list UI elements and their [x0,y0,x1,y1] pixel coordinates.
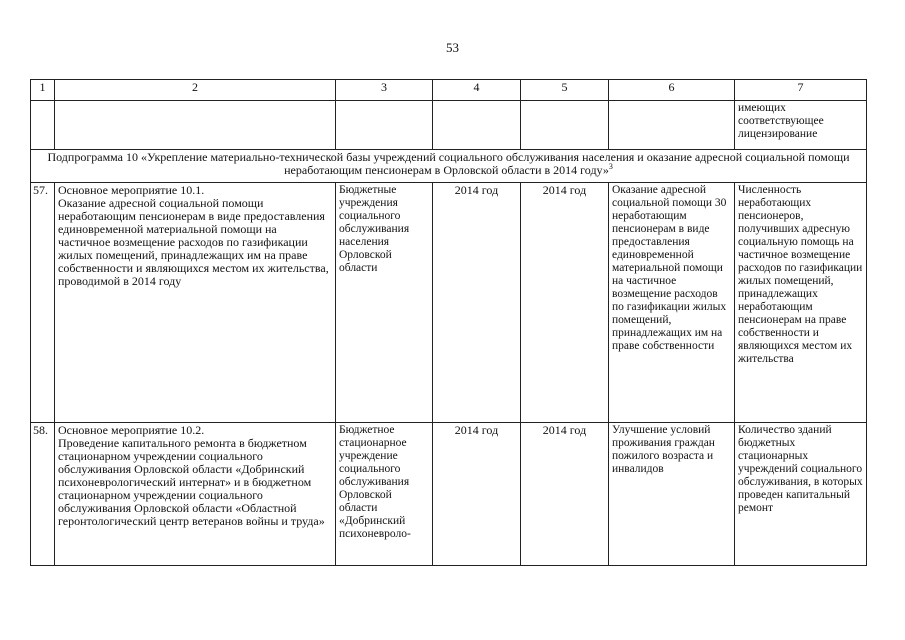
header-cell: 1 [31,80,55,101]
empty-cell [336,101,433,150]
empty-cell [433,101,521,150]
measure-cell [55,423,336,566]
header-cell: 4 [433,80,521,101]
empty-cell [55,101,336,150]
header-cell: 2 [55,80,336,101]
measure-cell [55,183,336,423]
start-cell: 2014 год [433,423,521,566]
program-table [30,79,867,566]
header-row [31,80,867,101]
measure-title: Основное мероприятие 10.1. [58,183,205,197]
header-cell: 3 [336,80,433,101]
executor-cell: Бюджетное стационарное учреждение социального обслуживания Орловской области «Добринский психоневроло- [336,423,433,566]
continuation-row [31,101,867,150]
indicator-cell: Численность неработающих пенсионеров, получивших адресную социальную помощь на частичное возмещение расходов по газификации жилых помещений, принадлежащих неработающим пенсионерам на праве собственности и являющихся местом их жительства [735,183,867,423]
measure-title: Основное мероприятие 10.2. [58,423,205,437]
empty-cell [521,101,609,150]
table-row [31,183,867,423]
row-number: 58. [31,423,55,566]
row-number: 57. [31,183,55,423]
end-cell: 2014 год [521,183,609,423]
footnote-marker: 3 [608,162,613,171]
header-cell: 5 [521,80,609,101]
indicator-cell: имеющих соответствующее лицензирование [735,101,867,150]
start-cell: 2014 год [433,183,521,423]
subprogram-row [31,150,867,183]
measure-description: Оказание адресной социальной помощи неработающим пенсионерам в виде предоставления единовременной материальной помощи на частичное возмещение расходов по газификации жилых помещений, принадлежащих им на праве собственности и являющихся местом их жительства, проводимой в 2014 году [58,196,329,288]
table-row [31,423,867,566]
header-cell: 6 [609,80,735,101]
executor-cell: Бюджетные учреждения социального обслуживания населения Орловской области [336,183,433,423]
end-cell: 2014 год [521,423,609,566]
subprogram-cell [31,150,867,183]
measure-description: Проведение капитального ремонта в бюджетном стационарном учреждении социального обслуживания Орловской области «Добринский психоневрологический интернат» и в бюджетном стационарном учреждении социального обслуживания Орловской области «Областной геронтологический центр ветеранов войны и труда» [58,436,325,528]
header-cell: 7 [735,80,867,101]
page-number: 53 [446,40,459,55]
result-cell: Оказание адресной социальной помощи 30 неработающим пенсионерам в виде предоставления единовременной материальной помощи на частичное возмещение расходов по газификации жилых помещений, принадлежащих им на праве собственности [609,183,735,423]
empty-cell [609,101,735,150]
result-cell: Улучшение условий проживания граждан пожилого возраста и инвалидов [609,423,735,566]
empty-cell [31,101,55,150]
subprogram-title: Подпрограмма 10 «Укрепление материально-технической базы учреждений социального обслуживания населения и оказание адресной социальной помощи неработающим пенсионерам в Орловской области в 2014 году» [47,150,850,177]
indicator-cell: Количество зданий бюджетных стационарных учреждений социального обслуживания, в которых проведен капитальный ремонт [735,423,867,566]
